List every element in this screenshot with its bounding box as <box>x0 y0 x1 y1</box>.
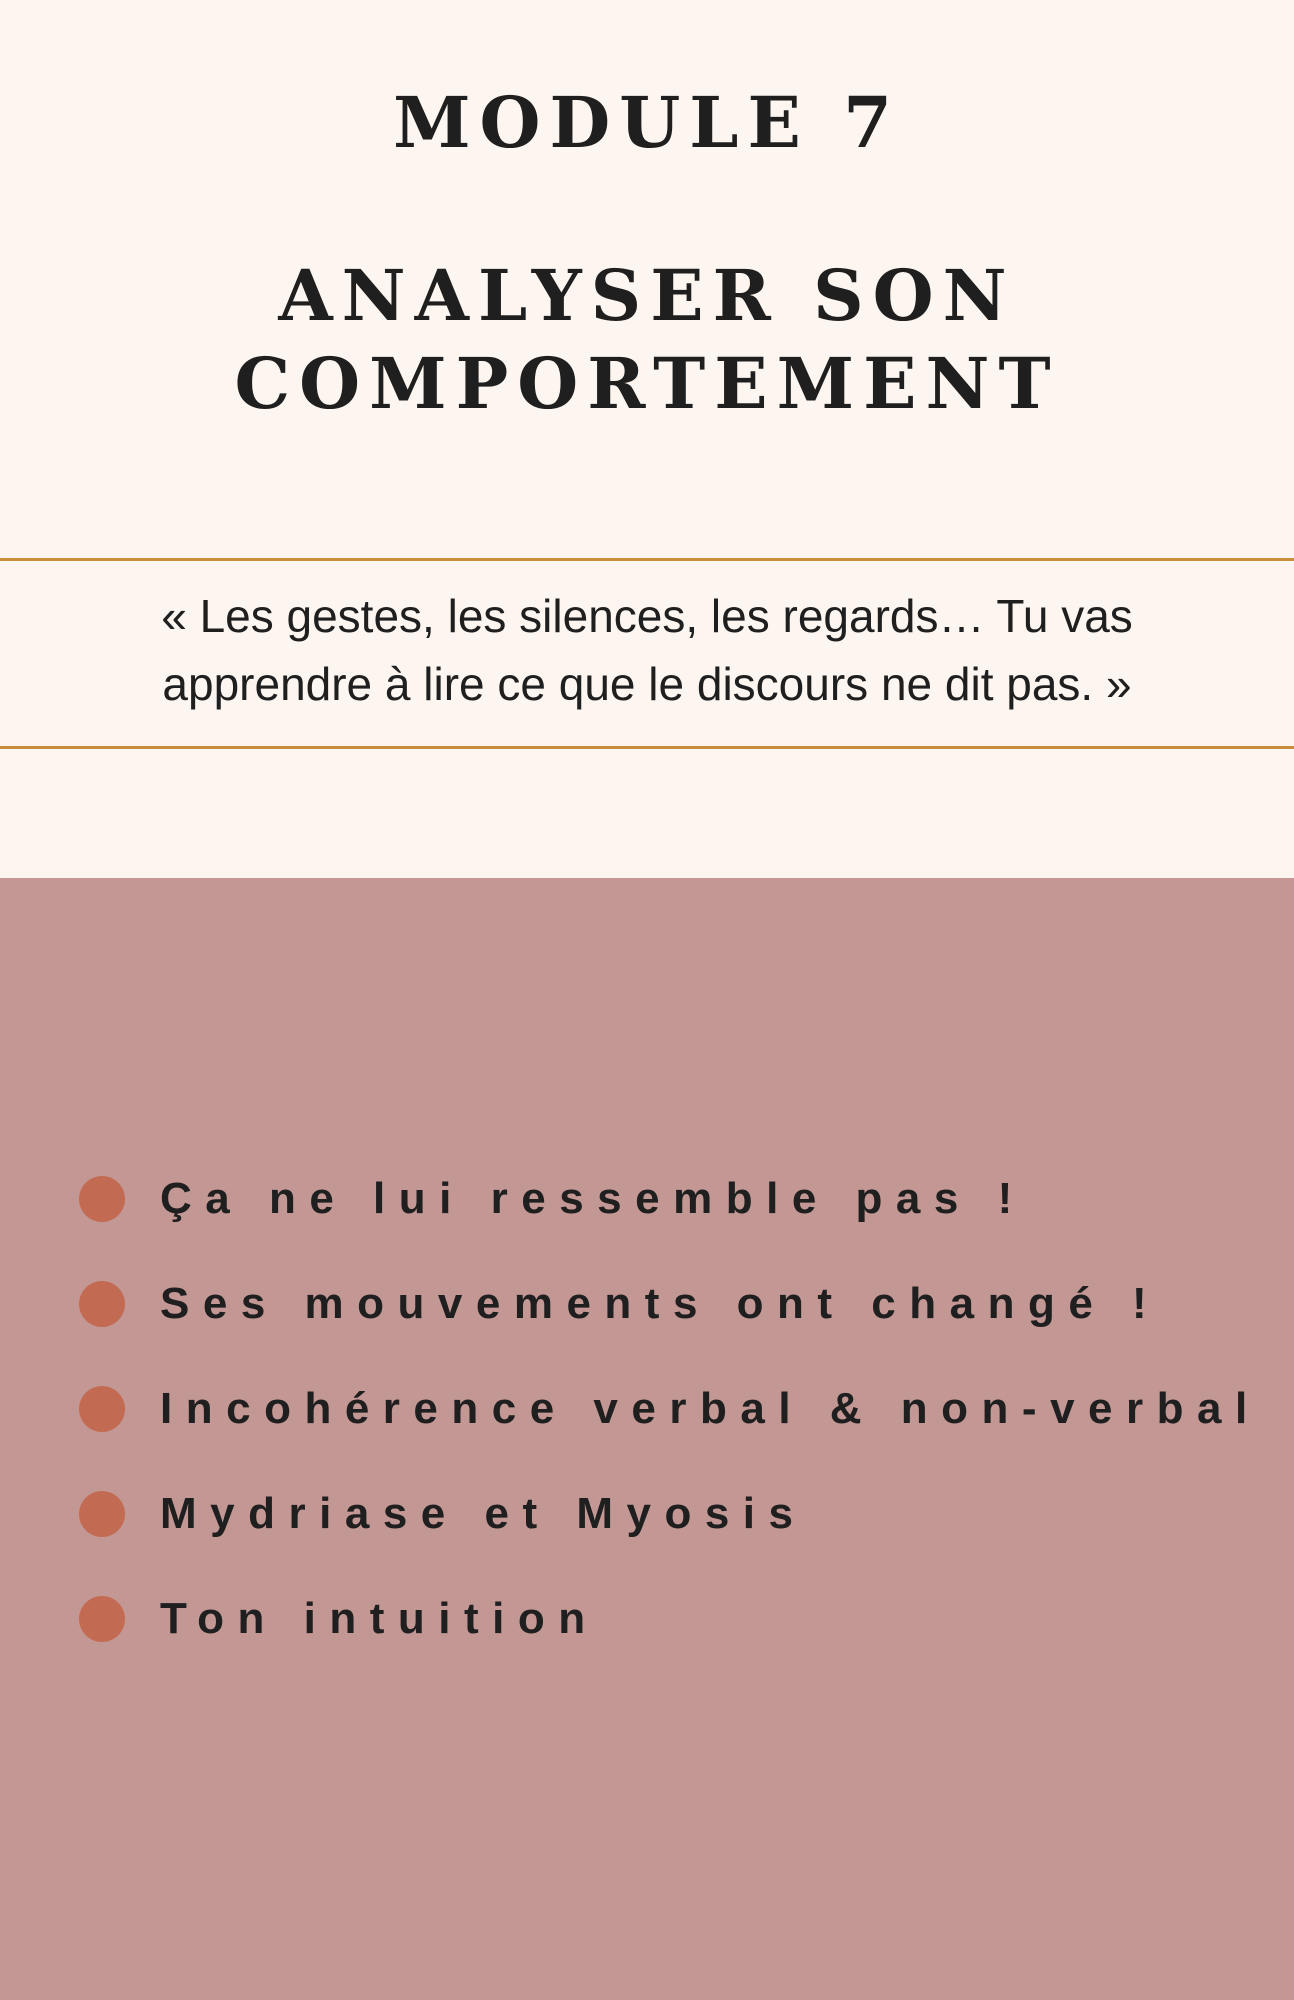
bullet-dot-icon <box>79 1386 125 1432</box>
list-item-label: Mydriase et Myosis <box>160 1489 807 1538</box>
list-item <box>0 1170 1294 1275</box>
list-item-label: Ça ne lui ressemble pas ! <box>160 1174 1026 1223</box>
bullet-dot-icon <box>79 1491 125 1537</box>
quote-line-2: apprendre à lire ce que le discours ne dit pas. » <box>162 658 1132 710</box>
bullet-dot-icon <box>79 1176 125 1222</box>
list-item <box>0 1380 1294 1485</box>
bullet-dot-icon <box>79 1596 125 1642</box>
list-item-label: Ton intuition <box>160 1594 599 1643</box>
bullet-list <box>0 1170 1294 1695</box>
list-item <box>0 1485 1294 1590</box>
list-item-label: Ses mouvements ont changé ! <box>160 1279 1161 1328</box>
module-title <box>0 252 1294 428</box>
module-title-line-1: ANALYSER SON <box>278 254 1016 337</box>
bullet-dot-icon <box>79 1281 125 1327</box>
quote-line-1: « Les gestes, les silences, les regards… Tu vas <box>161 590 1133 642</box>
module-number: MODULE 7 <box>393 81 901 164</box>
module-title-line-2: COMPORTEMENT <box>234 342 1060 425</box>
quote-top-divider <box>0 558 1294 561</box>
list-item <box>0 1275 1294 1380</box>
header-section <box>0 0 1294 878</box>
list-item-label: Incohérence verbal & non-verbal <box>160 1384 1261 1433</box>
list-item <box>0 1590 1294 1695</box>
quote-bottom-divider <box>0 746 1294 749</box>
quote <box>0 582 1294 718</box>
